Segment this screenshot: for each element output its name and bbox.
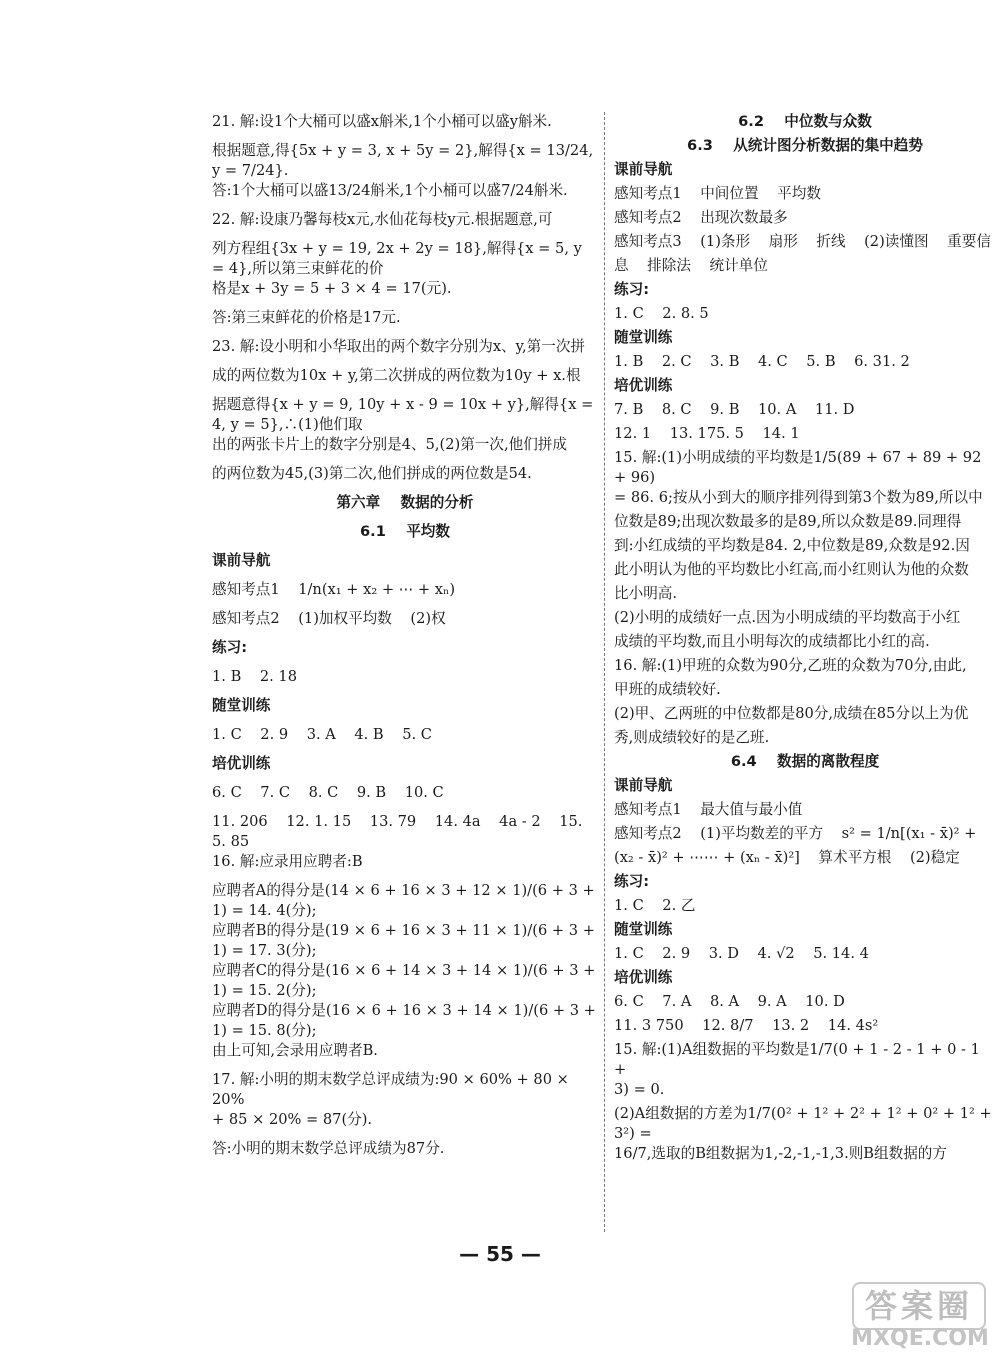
subsection-label: 课前导航 [212,552,271,569]
watermark-site: MXQE.COM [851,1326,989,1351]
left-column [212,112,601,1168]
answer-line: 感知考点2 出现次数最多 [614,209,788,226]
subsection-label: 培优训练 [614,377,673,394]
subsection-label: 课前导航 [614,161,673,178]
answer-line: 1. C 2. 乙 [614,897,696,914]
answer-line: 15. 解:(1)A组数据的平均数是1/7(0 + 1 - 2 - 1 + 0 - 1 + [614,1041,985,1078]
watermark-logo: 答案圈 [852,1282,986,1330]
section-heading: 6.3 从统计图分析数据的集中趋势 [687,137,923,154]
section-heading: 6.2 中位数与众数 [738,113,872,130]
answer-line: 6. C 7. A 8. A 9. A 10. D [614,993,845,1010]
answer-line: 6. C 7. C 8. C 9. B 10. C [212,784,444,801]
subsection-label: 练习: [212,639,248,656]
answer-line: 的两位数为45,(3)第二次,他们拼成的两位数是54. [212,465,532,482]
answer-line: (2)小明的成绩好一点.因为小明成绩的平均数高于小红 [614,609,961,626]
answer-line: 应聘者B的得分是(19 × 6 + 16 × 3 + 11 × 1)/(6 + 3 + 1) = 17. 3(分); [212,922,600,959]
answer-line: 7. B 8. C 9. B 10. A 11. D [614,401,855,418]
answer-line: 成绩的平均数,而且小明每次的成绩都比小红的高. [614,633,930,650]
answer-line: + 85 × 20% = 87(分). [212,1111,373,1128]
answer-line: 22. 解:设康乃馨每枝x元,水仙花每枝y元.根据题意,可 [212,211,553,228]
answer-line: 感知考点3 (1)条形 扇形 折线 (2)读懂图 重要信 [614,233,991,250]
right-column [614,112,996,1168]
answer-line: 成的两位数为10x + y,第二次拼成的两位数为10y + x.根 [212,367,581,384]
answer-line: (x₂ - x̄)² + ⋯⋯ + (xₙ - x̄)²] 算术平方根 (2)稳定 [614,849,960,866]
subsection-label: 培优训练 [614,969,673,986]
section-heading: 6.1 平均数 [360,523,450,540]
answer-line: 感知考点2 (1)加权平均数 (2)权 [212,610,446,627]
answer-line: 答:第三束鲜花的价格是17元. [212,309,401,326]
subsection-label: 随堂训练 [212,697,271,714]
answer-line: 息 排除法 统计单位 [614,257,768,274]
answer-line: 比小明高. [614,585,678,602]
answer-line: 应聘者C的得分是(16 × 6 + 14 × 3 + 14 × 1)/(6 + 3 + 1) = 15. 2(分); [212,962,600,999]
section-heading: 6.4 数据的离散程度 [730,753,880,770]
answer-line: 应聘者D的得分是(16 × 6 + 16 × 3 + 14 × 1)/(6 + 3 + 1) = 15. 8(分); [212,1002,601,1039]
answer-line: 11. 206 12. 1. 15 13. 79 14. 4a 4a - 2 15. 5. 85 [212,813,588,850]
column-divider [604,112,605,1232]
answer-line: 1. B 2. 18 [212,668,297,685]
answer-line: 位数是89;出现次数最多的是89,所以众数是89.同理得 [614,513,962,530]
answer-line: 由上可知,会录用应聘者B. [212,1042,378,1059]
answer-line: 感知考点2 (1)平均数差的平方 s² = 1/n[(x₁ - x̄)² + [614,825,977,842]
answer-line: 16. 解:(1)甲班的众数为90分,乙班的众数为70分,由此, [614,657,967,674]
answer-line: 到:小红成绩的平均数是84. 2,中位数是89,众数是92.因 [614,537,970,554]
answer-line: 17. 解:小明的期末数学总评成绩为:90 × 60% + 80 × 20% [212,1071,574,1108]
answer-line: 23. 解:设小明和小华取出的两个数字分别为x、y,第一次拼 [212,338,586,355]
page-number: — 55 — [459,1242,541,1266]
answer-line: 1. C 2. 9 3. A 4. B 5. C [212,726,432,743]
answer-line: 秀,则成绩较好的是乙班. [614,729,770,746]
subsection-label: 随堂训练 [614,329,673,346]
subsection-label: 课前导航 [614,777,673,794]
answer-line: 据题意得{x + y = 9, 10y + x - 9 = 10x + y},解得{x = 4, y = 5},∴(1)他们取 [212,396,598,433]
answer-line: 15. 解:(1)小明成绩的平均数是1/5(89 + 67 + 89 + 92 + 96) [614,449,986,486]
answer-line: 1. C 2. 8. 5 [614,305,709,322]
answer-line: 应聘者A的得分是(14 × 6 + 16 × 3 + 12 × 1)/(6 + 3 + 1) = 14. 4(分); [212,882,600,919]
subsection-label: 练习: [614,873,650,890]
subsection-label: 培优训练 [212,755,271,772]
answer-line: 11. 3 750 12. 8/7 13. 2 14. 4s² [614,1017,879,1034]
answer-line: 答:1个大桶可以盛13/24斛米,1个小桶可以盛7/24斛米. [212,182,568,199]
answer-line: 甲班的成绩较好. [614,681,721,698]
answer-line: 12. 1 13. 175. 5 14. 1 [614,425,800,442]
answer-line: 1. C 2. 9 3. D 4. √2 5. 14. 4 [614,945,869,962]
subsection-label: 练习: [614,281,650,298]
answer-line: 1. B 2. C 3. B 4. C 5. B 6. 31. 2 [614,353,910,370]
answer-line: 感知考点1 1/n(x₁ + x₂ + ⋯ + xₙ) [212,581,456,598]
subsection-label: 随堂训练 [614,921,673,938]
answer-line: 感知考点1 中间位置 平均数 [614,185,821,202]
answer-line: = 86. 6;按从小到大的顺序排列得到第3个数为89,所以中 [614,489,983,506]
answer-line: 出的两张卡片上的数字分别是4、5,(2)第一次,他们拼成 [212,436,567,453]
answer-line: 此小明认为他的平均数比小红高,而小红则认为他的众数 [614,561,969,578]
answer-line: 列方程组{3x + y = 19, 2x + 2y = 18},解得{x = 5, y = 4},所以第三束鲜花的价 [212,240,587,277]
answer-line: (2)A组数据的方差为1/7(0² + 1² + 2² + 1² + 0² + 1² + 3²) = [614,1105,997,1142]
section-heading: 第六章 数据的分析 [336,494,474,511]
answer-line: 根据题意,得{5x + y = 3, x + 5y = 2},解得{x = 13/24, y = 7/24}. [212,142,598,179]
answer-line: 感知考点1 最大值与最小值 [614,801,803,818]
answer-line: 16/7,选取的B组数据为1,-2,-1,-1,3.则B组数据的方 [614,1145,947,1162]
answer-line: (2)甲、乙两班的中位数都是80分,成绩在85分以上为优 [614,705,969,722]
answer-line: 答:小明的期末数学总评成绩为87分. [212,1140,445,1157]
answer-line: 16. 解:应录用应聘者:B [212,853,363,870]
answer-line: 3) = 0. [614,1081,665,1098]
answer-line: 21. 解:设1个大桶可以盛x斛米,1个小桶可以盛y斛米. [212,113,552,130]
answer-line: 格是x + 3y = 5 + 3 × 4 = 17(元). [212,280,452,297]
